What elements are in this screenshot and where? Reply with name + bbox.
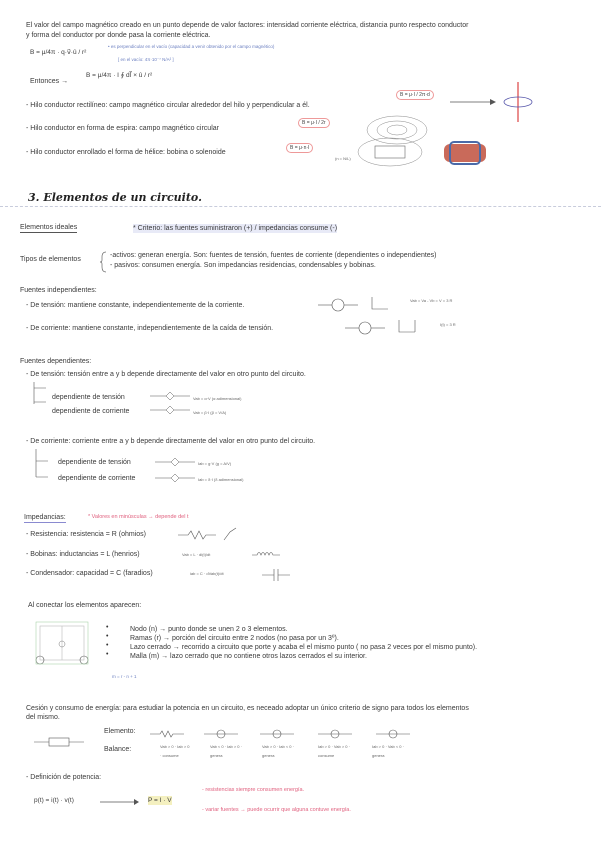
conectar-item-0: Nodo (n) → punto donde se unen 2 o 3 elementos. [130, 626, 288, 633]
circuit-mesh-diagram [32, 620, 92, 668]
conectar-item-2: Lazo cerrado → recorrido a circuito que porte y acaba el el mismo punto ( no pasa 2 veces por el mismo punto). [130, 644, 478, 651]
dep-t-tension: dependiente de tensión [52, 394, 125, 401]
conectar-item-1: Ramas (r) → porción del circuito entre 2 nodos (no pasa por un 3º). [130, 635, 339, 642]
hilo-recto-text: - Hilo conductor rectilíneo: campo magnético circular alrededor del hilo y perpendicular a él. [26, 102, 310, 109]
brace-icon [100, 251, 108, 273]
capacitor-symbol [262, 566, 292, 584]
potencia-formula: p(t) = i(t) · v(t) [34, 797, 74, 804]
dep-t-corriente-f: Vab = β·I (β = V/A) [193, 410, 227, 415]
bullet-dot: • [106, 633, 109, 640]
dep-corriente-text: - De corriente: corriente entre a y b depende directamente del valor en otro punto del circuito. [26, 438, 316, 445]
dependientes-heading: Fuentes dependientes: [20, 358, 92, 365]
generic-element-symbol [34, 735, 84, 749]
section-title: 3. Elementos de un circuito. [28, 191, 202, 204]
resistor-symbol [178, 526, 238, 544]
elemento-label: Elemento: [104, 728, 136, 735]
section-divider [0, 206, 601, 207]
bobinas-formula: Vab = L · di(t)/dt [182, 552, 211, 557]
entonces-formula: B = μ/4π · I ∮ dl⃗ × û / r² [86, 72, 153, 79]
hilo-helice-note: (n = N/L) [335, 156, 351, 161]
dep-t-corriente: dependiente de corriente [52, 408, 130, 415]
dep-t-tension-f: Vab = α·V (α adimensional) [193, 396, 242, 401]
hilo-recto-formula: B = μ·I / 2π·d [396, 90, 434, 100]
voltage-source-diagram [318, 293, 418, 317]
dep-tension-text: - De tensión: tensión entre a y b depende directamente del valor en otro punto del circuito. [26, 371, 306, 378]
indep-tension-text: - De tensión: mantiene constante, independientemente de la corriente. [26, 302, 245, 309]
dep-c-corriente: dependiente de corriente [58, 475, 136, 482]
conectar-heading: Al conectar los elementos aparecen: [28, 602, 142, 609]
malla-formula: m = r - n + 1 [112, 674, 137, 679]
formula-note-2: [ en el vacío: 4π·10⁻⁷ N/A² ] [118, 57, 174, 62]
bullet-dot: • [106, 642, 109, 649]
potencia-result: P = I · V [148, 797, 172, 804]
balance-1: Vab < 0 · Iab > 0 · genera [210, 744, 242, 758]
balance-4: Iab > 0 · Vab < 0 · genera [372, 744, 404, 758]
straight-wire-field-icon [498, 82, 538, 122]
dep-source-symbols-1 [150, 390, 190, 420]
criterio-text: * Criterio: las fuentes suministraron (+) / impedancias consume (-) [133, 225, 338, 232]
independientes-heading: Fuentes independientes: [20, 287, 97, 294]
solenoid-photo [440, 138, 490, 168]
formula-note-1: • es perpendicular en el vacío (capacidad a venir obtenido por el campo magnético) [108, 44, 275, 49]
tree-lines-corriente [34, 449, 54, 479]
cesion-line-1: Cesión y consumo de energía: para estudiar la potencia en un circuito, es neceado adoptar un único criterio de signo para todos los elementos [26, 705, 469, 712]
dep-source-symbols-2 [155, 456, 195, 486]
formula-b: B = μ/4π · q·v⃗·û / r² [30, 49, 87, 56]
indep-tension-note: Vab = Va - Vb = V = 3 R [410, 298, 453, 303]
inductor-symbol [252, 548, 282, 562]
dep-c-tension-f: Iab = g·V (g = A/V) [198, 461, 232, 466]
cesion-line-2: del mismo. [26, 714, 60, 721]
pasivos-text: - pasivos: consumen energía. Son impedancias residencias, condensables y bobinas. [110, 262, 376, 269]
activos-text: -activos: generan energía. Son: fuentes de tensión, fuentes de corriente (dependientes o independientes) [110, 252, 437, 259]
indep-corriente-text: - De corriente: mantiene constante, independientemente de la caída de tensión. [26, 325, 274, 332]
balance-3: Iab > 0 · Vab > 0 · consume [318, 744, 350, 758]
bullet-dot: • [106, 651, 109, 658]
potencia-arrow [100, 797, 140, 807]
balance-0: Vab > 0 · Iab > 0 · consume [160, 744, 190, 758]
dep-c-corriente-f: Iab = δ·I (δ adimensional) [198, 477, 244, 482]
impedancias-heading: Impedancias: [24, 514, 66, 521]
hilo-espira-text: - Hilo conductor en forma de espira: campo magnético circular [26, 125, 219, 132]
conectar-item-3: Malla (m) → lazo cerrado que no contiene otros lazos cerrados el su interior. [130, 653, 367, 660]
condensador-text: - Condensador: capacidad = C (faradios) [26, 570, 153, 577]
hilo-helice-formula: B = μ·n·I [286, 143, 313, 153]
entonces-label: Entonces → [30, 78, 69, 85]
tipos-label: Tipos de elementos [20, 256, 81, 263]
potencia-heading: - Definición de potencia: [26, 774, 102, 781]
resistencia-text: - Resistencia: resistencia = R (ohmios) [26, 531, 147, 538]
tree-lines-tension [32, 382, 52, 408]
balance-element-symbols [150, 727, 420, 741]
bobinas-text: - Bobinas: inductancias = L (henrios) [26, 551, 140, 558]
condensador-formula: iab = C · dVab(t)/dt [190, 571, 224, 576]
current-source-diagram [345, 316, 445, 340]
dep-c-tension: dependiente de tensión [58, 459, 131, 466]
indep-corriente-note: I(t) = 3 R [440, 322, 456, 327]
solenoid-field-diagram [355, 134, 425, 170]
bullet-dot: • [106, 624, 109, 631]
elementos-ideales-heading: Elementos ideales [20, 224, 78, 231]
potencia-note-2: - variar fuentes → puede ocurrir que alguna contuve energía. [202, 807, 351, 813]
hilo-espira-formula: B = μ·I / 2r [298, 118, 330, 128]
impedancias-note: * Valores en minúsculas → depende del t [88, 514, 189, 520]
intro-line-1: El valor del campo magnético creado en un punto depende de valor factores: intensidad corriente eléctrica, distancia punto respecto conductor [26, 22, 469, 29]
intro-line-2: y forma del conductor por donde pasa la corriente eléctrica. [26, 32, 211, 39]
hilo-helice-text: - Hilo conductor enrollado el forma de hélice: bobina o solenoide [26, 149, 226, 156]
potencia-note-1: - resistencias siempre consumen energía. [202, 787, 305, 793]
balance-2: Vab > 0 · Iab < 0 · genera [262, 744, 294, 758]
balance-label: Balance: [104, 746, 132, 753]
